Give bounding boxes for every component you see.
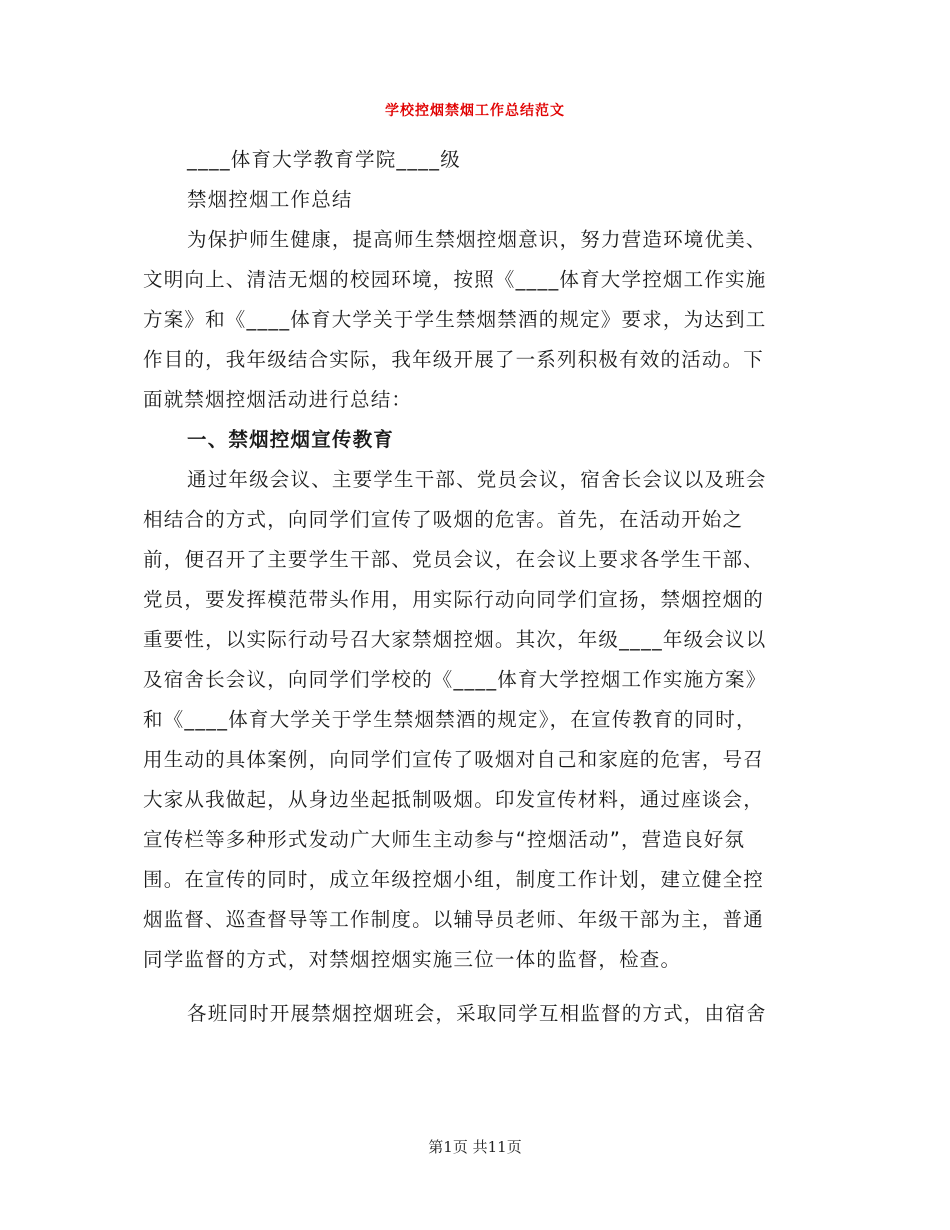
page-footer: 第1页 共11页 bbox=[428, 1138, 522, 1156]
section-heading: 一、禁烟控烟宣传教育 bbox=[187, 428, 395, 451]
paragraph-line: 烟监督、巡查督导等工作制度。以辅导员老师、年级干部为主，普通 bbox=[143, 908, 765, 931]
paragraph-line: 前，便召开了主要学生干部、党员会议，在会议上要求各学生干部、 bbox=[143, 548, 765, 571]
paragraph-spacer bbox=[143, 980, 799, 994]
paragraph-line: 和《____体育大学关于学生禁烟禁酒的规定》，在宣传教育的同时， bbox=[143, 708, 757, 731]
paragraph-line: 重要性，以实际行动号召大家禁烟控烟。其次，年级____年级会议以 bbox=[143, 628, 767, 651]
paragraph-line: 作目的，我年级结合实际，我年级开展了一系列积极有效的活动。下 bbox=[143, 348, 765, 371]
paragraph-line: 党员，要发挥模范带头作用，用实际行动向同学们宣扬，禁烟控烟的 bbox=[143, 588, 765, 611]
paragraph-line: 及宿舍长会议，向同学们学校的《____体育大学控烟工作实施方案》 bbox=[143, 668, 767, 691]
header-line-subtitle: 禁烟控烟工作总结 bbox=[187, 188, 353, 211]
header-line-department: ____体育大学教育学院____级 bbox=[187, 148, 461, 171]
paragraph-line: 为保护师生健康，提高师生禁烟控烟意识，努力营造环境优美、 bbox=[187, 228, 767, 251]
paragraph-line: 面就禁烟控烟活动进行总结： bbox=[143, 388, 413, 411]
paragraph-line: 宣传栏等多种形式发动广大师生主动参与“控烟活动”，营造良好氛 bbox=[143, 828, 746, 851]
document-body bbox=[143, 140, 799, 1034]
paragraph-line: 方案》和《____体育大学关于学生禁烟禁酒的规定》要求，为达到工 bbox=[143, 308, 767, 331]
document-title: 学校控烟禁烟工作总结范文 bbox=[385, 103, 565, 119]
paragraph-line: 通过年级会议、主要学生干部、党员会议，宿舍长会议以及班会 bbox=[187, 468, 767, 491]
paragraph-line: 文明向上、清洁无烟的校园环境，按照《____体育大学控烟工作实施 bbox=[143, 268, 767, 291]
paragraph-line: 大家从我做起，从身边坐起抵制吸烟。印发宣传材料，通过座谈会， bbox=[143, 788, 765, 811]
paragraph-line: 围。在宣传的同时，成立年级控烟小组，制度工作计划，建立健全控 bbox=[143, 868, 765, 891]
paragraph-line: 用生动的具体案例，向同学们宣传了吸烟对自己和家庭的危害，号召 bbox=[143, 748, 765, 771]
paragraph-line: 各班同时开展禁烟控烟班会，采取同学互相监督的方式，由宿舍 bbox=[187, 1002, 767, 1025]
paragraph-line: 同学监督的方式，对禁烟控烟实施三位一体的监督，检查。 bbox=[143, 948, 682, 971]
paragraph-line: 相结合的方式，向同学们宣传了吸烟的危害。首先，在活动开始之 bbox=[143, 508, 744, 531]
